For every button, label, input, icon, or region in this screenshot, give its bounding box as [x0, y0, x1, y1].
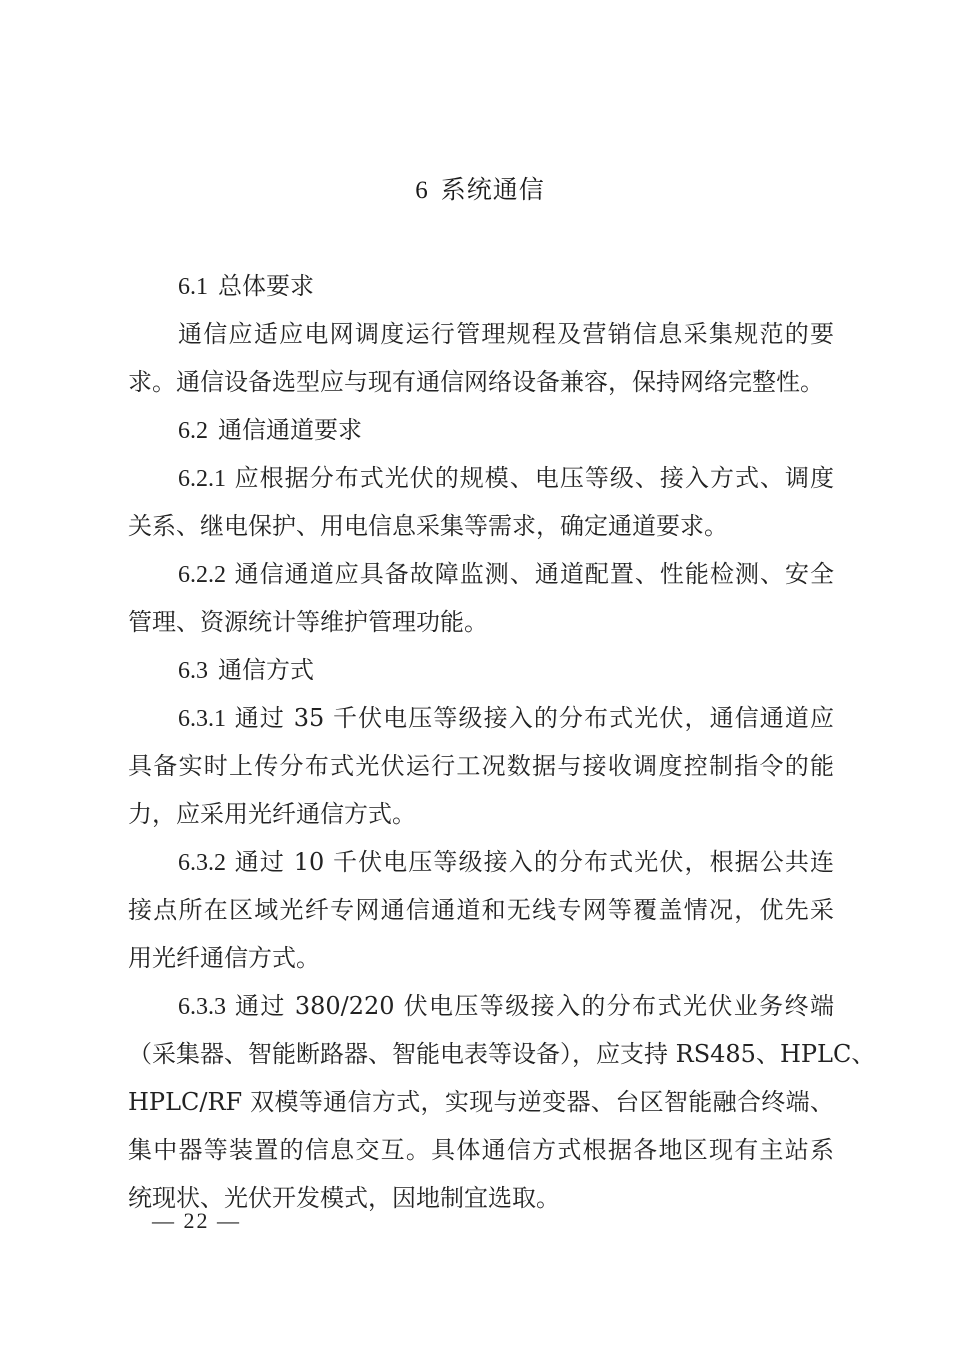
paragraph-line: 统现状、光伏开发模式，因地制宜选取。: [128, 1184, 560, 1212]
paragraph-line: 用光纤通信方式。: [128, 944, 320, 972]
paragraph-line: 接点所在区域光纤专网通信通道和无线专网等覆盖情况，优先采: [128, 896, 834, 924]
section-number: 6.2: [178, 418, 208, 444]
clause-number: 6.3.2: [178, 850, 226, 876]
page-number: — 22 —: [152, 1208, 241, 1233]
clause-6-3-3-line: [128, 982, 834, 1030]
clause-text: 通信通道应具备故障监测、通道配置、性能检测、安全: [234, 560, 834, 588]
section-heading-6-1: [128, 262, 834, 310]
clause-text: 通过 10 千伏电压等级接入的分布式光伏，根据公共连: [234, 848, 835, 876]
clause-6-3-1-line: [128, 694, 834, 742]
clause-6-3-2-line: [128, 838, 834, 886]
clause-6-2-1-line: [128, 454, 834, 502]
clause-number: 6.2.1: [178, 466, 226, 492]
body-text: [128, 262, 876, 1222]
clause-text: 通过 380/220 伏电压等级接入的分布式光伏业务终端: [235, 992, 834, 1020]
paragraph-line: 具备实时上传分布式光伏运行工况数据与接收调度控制指令的能: [128, 752, 834, 780]
chapter-number: 6: [415, 177, 429, 204]
clause-text: 应根据分布式光伏的规模、电压等级、接入方式、调度: [234, 464, 834, 492]
section-heading-6-3: [128, 646, 834, 694]
section-heading-6-2: [128, 406, 834, 454]
paragraph-line: 求。通信设备选型应与现有通信网络设备兼容，保持网络完整性。: [128, 368, 824, 396]
chapter-title: [0, 170, 960, 206]
clause-6-2-2-line: [128, 550, 834, 598]
section-number: 6.3: [178, 658, 208, 684]
paragraph-line: HPLC/RF 双模等通信方式，实现与逆变器、台区智能融合终端、: [128, 1088, 834, 1116]
chapter-title-text: 系统通信: [440, 175, 545, 204]
paragraph-line: 集中器等装置的信息交互。具体通信方式根据各地区现有主站系: [128, 1136, 834, 1164]
section-title: 通信通道要求: [218, 416, 362, 444]
paragraph-line: （采集器、智能断路器、智能电表等设备），应支持 RS485、HPLC、: [128, 1040, 876, 1068]
paragraph-line: 管理、资源统计等维护管理功能。: [128, 608, 488, 636]
clause-number: 6.3.3: [178, 994, 226, 1020]
paragraph-line: 关系、继电保护、用电信息采集等需求，确定通道要求。: [128, 512, 728, 540]
paragraph-line: 力，应采用光纤通信方式。: [128, 800, 416, 828]
clause-number: 6.3.1: [178, 706, 226, 732]
clause-text: 通过 35 千伏电压等级接入的分布式光伏，通信通道应: [234, 704, 835, 732]
clause-number: 6.2.2: [178, 562, 226, 588]
paragraph-line: 通信应适应电网调度运行管理规程及营销信息采集规范的要: [178, 320, 834, 348]
section-number: 6.1: [178, 274, 208, 300]
section-title: 通信方式: [218, 656, 314, 684]
section-title: 总体要求: [218, 272, 314, 300]
